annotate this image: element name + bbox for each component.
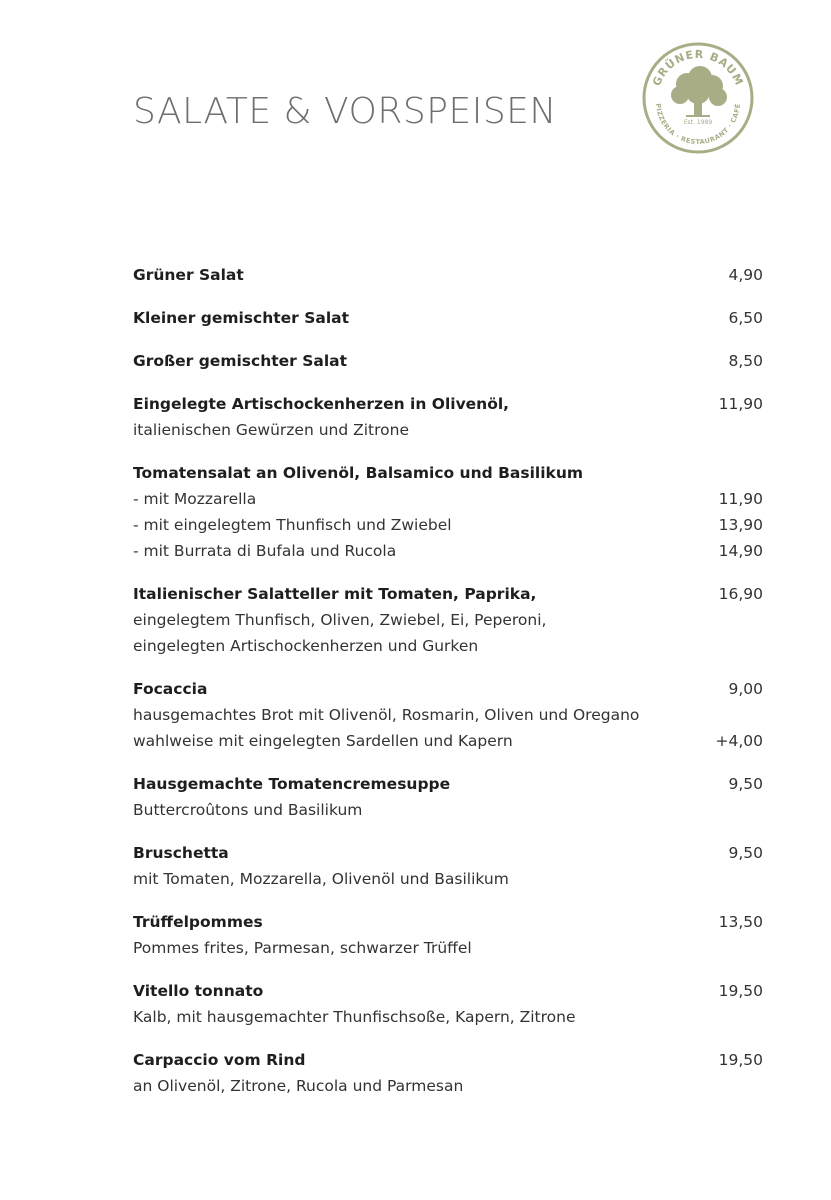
menu-item-description: Kalb, mit hausgemachter Thunfischsoße, Kapern, Zitrone	[133, 1008, 576, 1026]
menu-item-header	[133, 348, 763, 374]
menu-item-description: eingelegten Artischockenherzen und Gurken	[133, 637, 479, 655]
menu-item-description: Buttercroûtons und Basilikum	[133, 801, 363, 819]
menu-item-name: Grüner Salat	[133, 266, 244, 284]
menu-item	[133, 348, 763, 374]
page-title: SALATE & VORSPEISEN	[133, 91, 557, 132]
menu-item-price: 19,50	[718, 982, 763, 1000]
menu-item-header	[133, 581, 763, 607]
menu-item-line-price: 11,90	[718, 490, 763, 508]
menu-item-header	[133, 676, 763, 702]
menu-item-description: an Olivenöl, Zitrone, Rucola und Parmesan	[133, 1077, 464, 1095]
menu-item-name: Carpaccio vom Rind	[133, 1051, 306, 1069]
menu-item-header	[133, 262, 763, 288]
menu-item-description: Pommes frites, Parmesan, schwarzer Trüffel	[133, 939, 472, 957]
menu-item-header	[133, 840, 763, 866]
menu-item-line	[133, 1073, 763, 1099]
menu-item-price: 16,90	[718, 585, 763, 603]
menu-item-description: - mit Burrata di Bufala und Rucola	[133, 542, 397, 560]
menu-item-description: eingelegtem Thunfisch, Oliven, Zwiebel, Ei, Peperoni,	[133, 611, 547, 629]
logo-top-text: GRÜNER BAUM	[650, 47, 746, 88]
menu-item-line	[133, 607, 763, 633]
menu-item-price: 9,50	[728, 775, 763, 793]
menu-item-price: 6,50	[728, 309, 763, 327]
menu-item-price: 13,50	[718, 913, 763, 931]
menu-item-price: 11,90	[718, 395, 763, 413]
menu-item-description: mit Tomaten, Mozzarella, Olivenöl und Basilikum	[133, 870, 509, 888]
menu-item-description: - mit Mozzarella	[133, 490, 257, 508]
menu-item-name: Tomatensalat an Olivenöl, Balsamico und Basilikum	[133, 464, 584, 482]
menu-item	[133, 1047, 763, 1099]
menu-item-line-price: +4,00	[715, 732, 763, 750]
menu-item-line	[133, 512, 763, 538]
logo-est-text: Est. 1989	[683, 119, 713, 126]
menu-item-line	[133, 797, 763, 823]
menu-item	[133, 305, 763, 331]
menu-item-price: 8,50	[728, 352, 763, 370]
menu-item-header	[133, 771, 763, 797]
menu-item-price: 9,50	[728, 844, 763, 862]
menu-item-line-price: 14,90	[718, 542, 763, 560]
menu-item-name: Trüffelpommes	[133, 913, 263, 931]
menu-item-line	[133, 728, 763, 754]
menu-item-header	[133, 1047, 763, 1073]
menu-list	[133, 262, 763, 1116]
menu-item	[133, 676, 763, 754]
menu-item-name: Italienischer Salatteller mit Tomaten, Paprika,	[133, 585, 537, 603]
logo-bottom-text: PIZZERIA · RESTAURANT · CAFÉ	[653, 102, 743, 147]
menu-item	[133, 909, 763, 961]
menu-item-name: Kleiner gemischter Salat	[133, 309, 350, 327]
menu-item	[133, 978, 763, 1030]
menu-item-header	[133, 909, 763, 935]
menu-item	[133, 771, 763, 823]
menu-item-line	[133, 417, 763, 443]
menu-item-header	[133, 305, 763, 331]
menu-item-header	[133, 391, 763, 417]
menu-item-description: wahlweise mit eingelegten Sardellen und Kapern	[133, 732, 513, 750]
menu-item-line	[133, 1004, 763, 1030]
menu-item-description: italienischen Gewürzen und Zitrone	[133, 421, 410, 439]
menu-item-name: Vitello tonnato	[133, 982, 264, 1000]
menu-item-name: Großer gemischter Salat	[133, 352, 348, 370]
menu-item-line	[133, 633, 763, 659]
menu-item-line	[133, 935, 763, 961]
menu-item-line	[133, 538, 763, 564]
menu-item-header	[133, 978, 763, 1004]
gruener-baum-logo	[642, 40, 754, 156]
menu-item-name: Eingelegte Artischockenherzen in Olivenöl,	[133, 395, 510, 413]
menu-item-price: 4,90	[728, 266, 763, 284]
menu-item-description: - mit eingelegtem Thunfisch und Zwiebel	[133, 516, 452, 534]
menu-item-line	[133, 486, 763, 512]
menu-item-line	[133, 866, 763, 892]
menu-item-price: 19,50	[718, 1051, 763, 1069]
menu-item	[133, 460, 763, 564]
menu-item-name: Hausgemachte Tomatencremesuppe	[133, 775, 451, 793]
menu-item-header	[133, 460, 763, 486]
menu-item-description: hausgemachtes Brot mit Olivenöl, Rosmarin, Oliven und Oregano	[133, 706, 640, 724]
menu-item-line-price: 13,90	[718, 516, 763, 534]
menu-item-name: Focaccia	[133, 680, 208, 698]
menu-item-price: 9,00	[728, 680, 763, 698]
menu-item-line	[133, 702, 763, 728]
menu-item	[133, 391, 763, 443]
menu-item-name: Bruschetta	[133, 844, 229, 862]
menu-item	[133, 840, 763, 892]
menu-item	[133, 262, 763, 288]
menu-item	[133, 581, 763, 659]
tree-logo-icon	[642, 40, 754, 156]
